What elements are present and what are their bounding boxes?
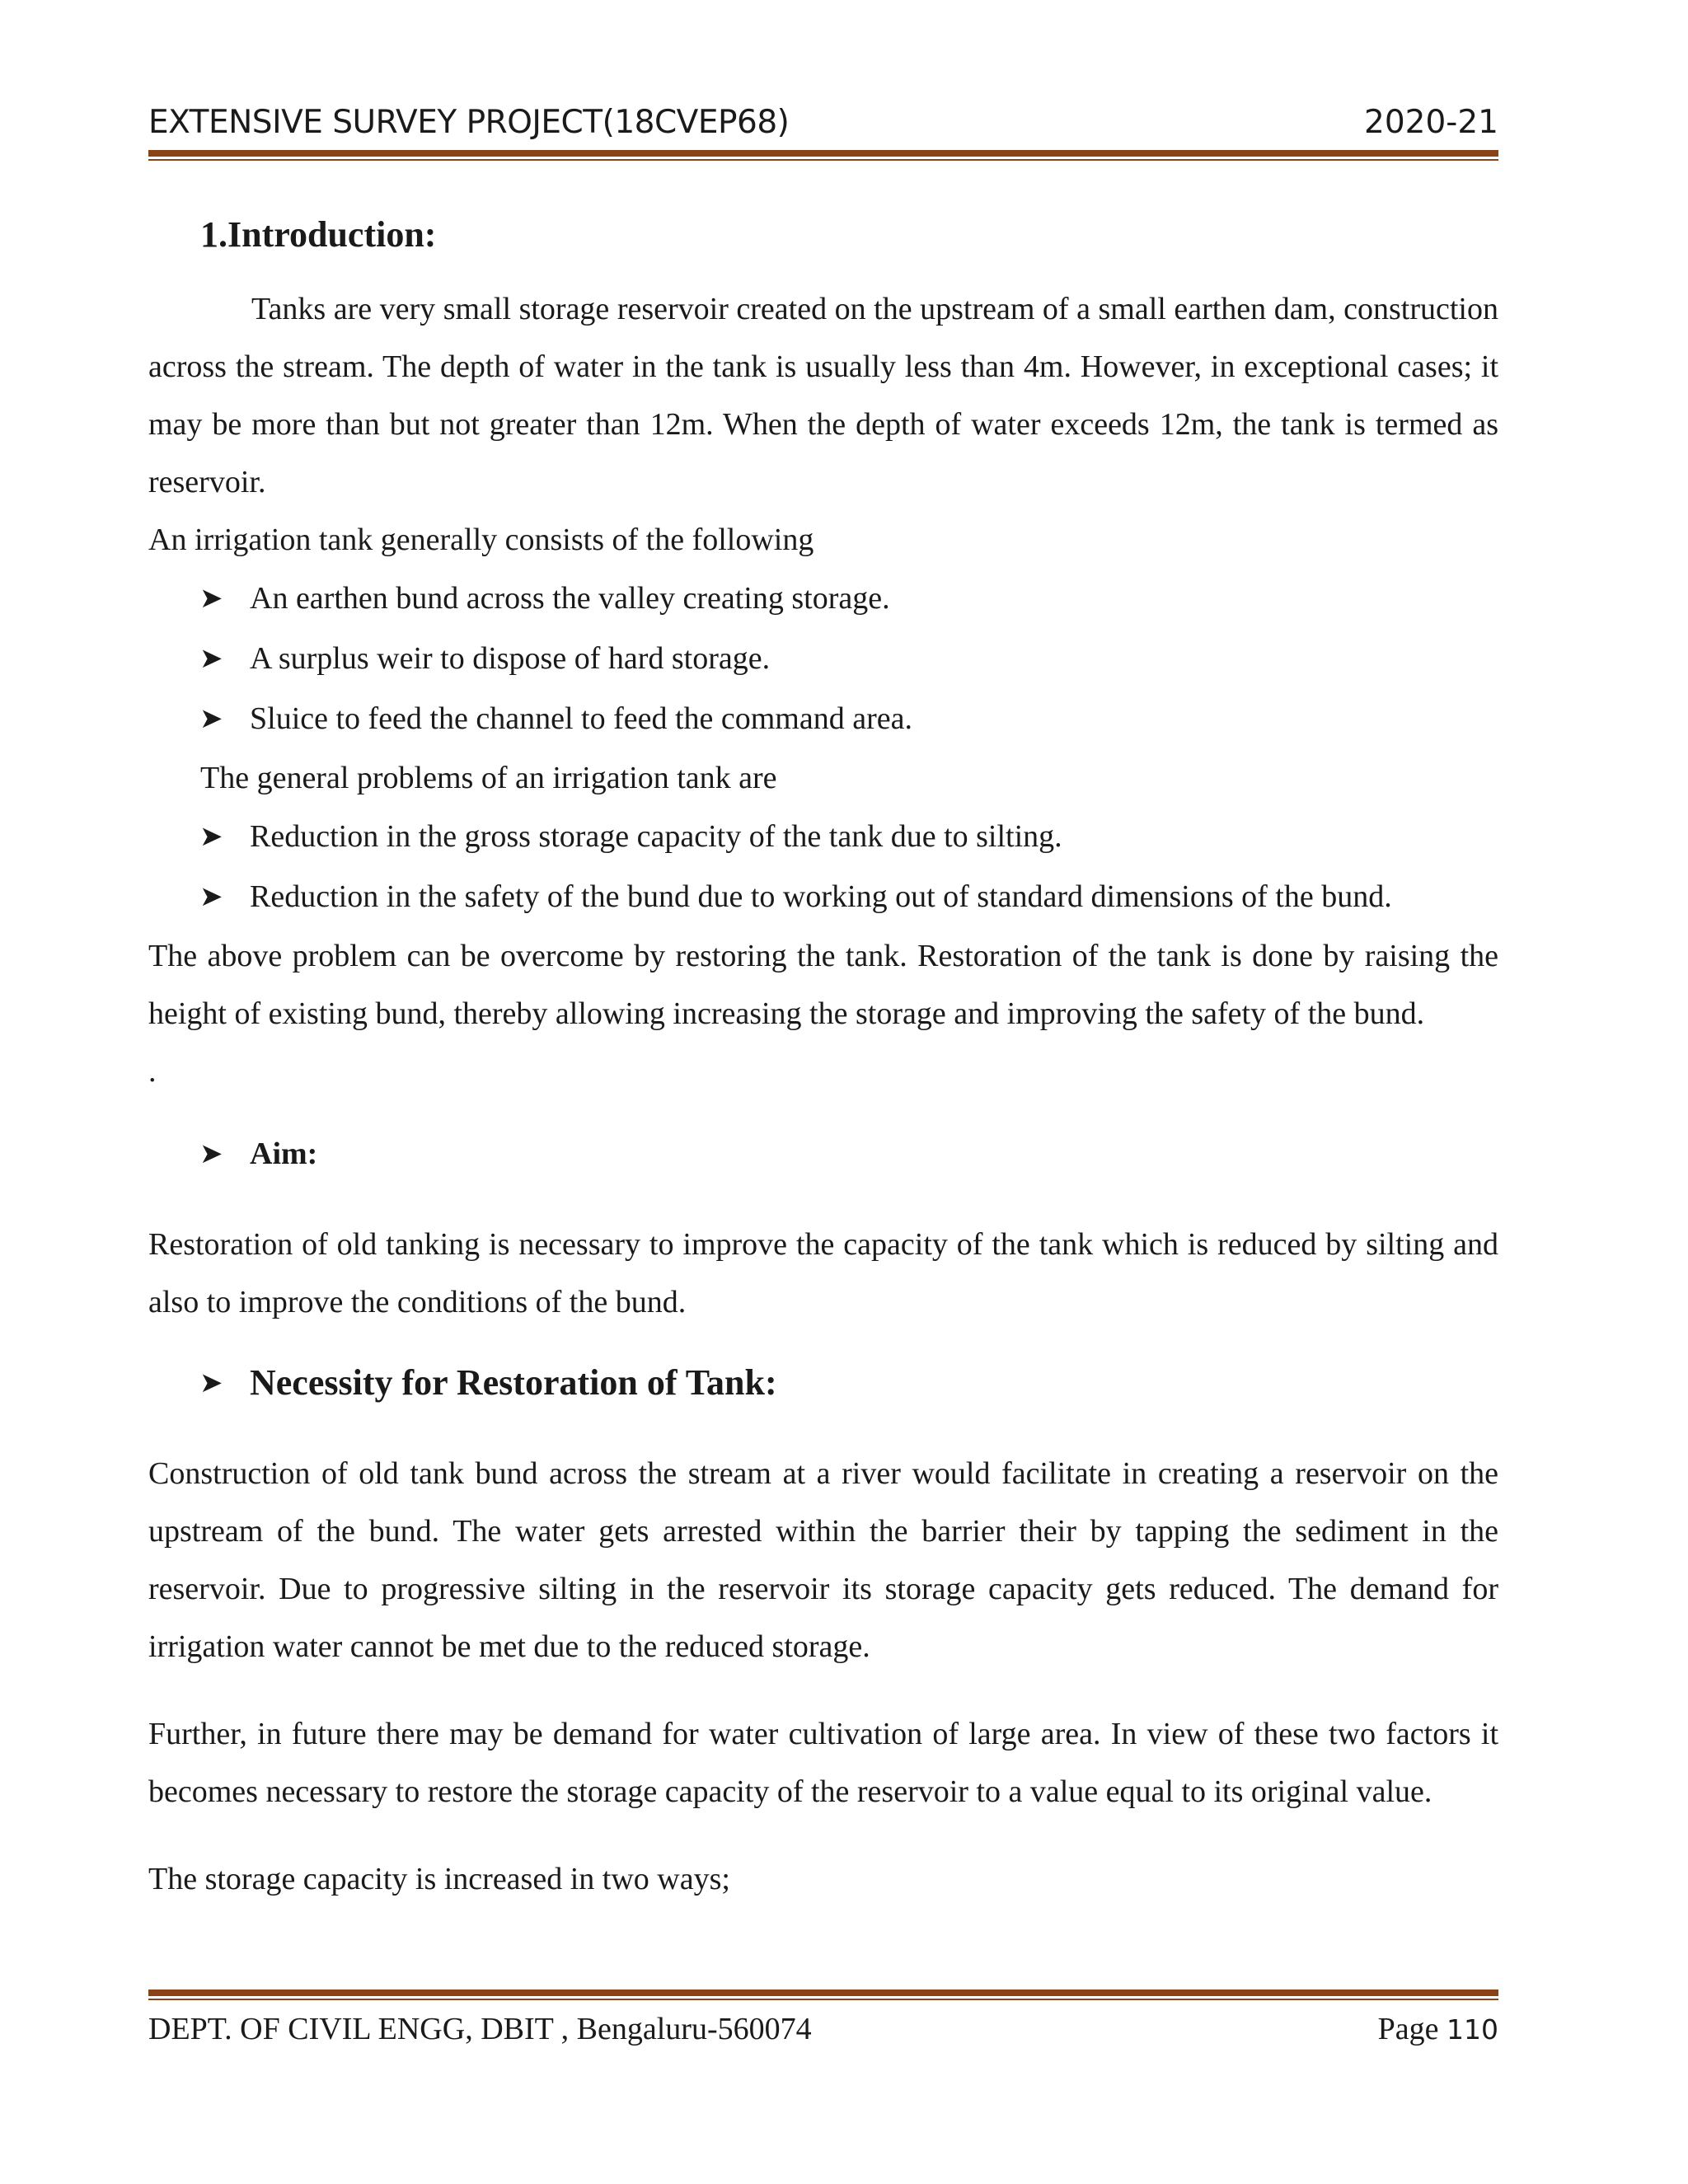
arrowhead-bullet-icon: ➤: [199, 642, 223, 675]
page-header: [148, 97, 1498, 147]
arrowhead-bullet-icon: ➤: [199, 702, 223, 735]
components-list: [148, 569, 1498, 749]
header-year: 2020-21: [1364, 104, 1498, 141]
list-item: ➤ A surplus weir to dispose of hard storage.: [148, 629, 1498, 689]
aim-paragraph: Restoration of old tanking is necessary to improve the capacity of the tank which is reduced by silting and also to improve the conditions of the bund.: [148, 1227, 1498, 1319]
footer-page-label: Page: [1377, 2012, 1439, 2046]
necessity-heading: [148, 1354, 1498, 1412]
stray-dot: .: [148, 1054, 157, 1089]
header-rule-thin: [148, 159, 1498, 161]
header-rule-thick: [148, 150, 1498, 157]
list-item: ➤ Sluice to feed the channel to feed the command area.: [148, 689, 1498, 749]
footer-page: [1378, 2011, 1498, 2047]
restoration-paragraph: The above problem can be overcome by restoring the tank. Restoration of the tank is done by raising the height of existing bund, thereby allowing increasing the storage and improving the safety of the bund.: [148, 939, 1498, 1031]
arrowhead-bullet-icon: ➤: [199, 1366, 223, 1399]
necessity-paragraph-1: Construction of old tank bund across the stream at a river would facilitate in creating a reservoir on the upstream of the bund. The water gets arrested within the barrier their by tapping the sediment in the reservoir. Due to progressive silting in the reservoir its storage capacity gets reduced. The demand for irrigation water cannot be met due to the reduced storage.: [148, 1456, 1498, 1664]
section-title-introduction: 1.Introduction:: [200, 214, 437, 255]
footer-rule-thick: [148, 1990, 1498, 1996]
necessity-title: Necessity for Restoration of Tank:: [250, 1362, 777, 1403]
list-item: ➤ Reduction in the gross storage capacity of the tank due to silting.: [148, 807, 1498, 867]
aim-heading: [148, 1125, 1498, 1183]
page-content: [148, 198, 1498, 1908]
arrowhead-bullet-icon: ➤: [199, 1137, 223, 1170]
necessity-paragraph-2: Further, in future there may be demand for water cultivation of large area. In view of these two factors it becomes necessary to restore the storage capacity of the reservoir to a value equal to its original value.: [148, 1717, 1498, 1809]
arrowhead-bullet-icon: ➤: [199, 582, 223, 615]
problems-intro: The general problems of an irrigation tank are: [200, 761, 777, 795]
necessity-paragraph-3: The storage capacity is increased in two ways;: [148, 1862, 730, 1896]
list-item: ➤ Reduction in the safety of the bund due to working out of standard dimensions of the bund.: [148, 867, 1498, 927]
footer-department: DEPT. OF CIVIL ENGG, DBIT , Bengaluru-560074: [148, 2012, 812, 2046]
footer-rule-thin: [148, 1999, 1498, 2000]
arrowhead-bullet-icon: ➤: [199, 880, 223, 913]
arrowhead-bullet-icon: ➤: [199, 820, 223, 853]
problems-list: [148, 807, 1498, 927]
list-item: ➤ An earthen bund across the valley creating storage.: [148, 569, 1498, 629]
aim-title: Aim:: [250, 1137, 318, 1171]
intro-paragraph: Tanks are very small storage reservoir created on the upstream of a small earthen dam, construction across the stream. The depth of water in the tank is usually less than 4m. However, in exceptional cases; it may be more than but not greater than 12m. When the depth of water exceeds 12m, the tank is termed as reservoir.: [148, 292, 1498, 499]
footer-page-number: 110: [1447, 2013, 1498, 2046]
components-intro: An irrigation tank generally consists of the following: [148, 523, 814, 557]
header-project-title: EXTENSIVE SURVEY PROJECT(18CVEP68): [148, 104, 790, 141]
